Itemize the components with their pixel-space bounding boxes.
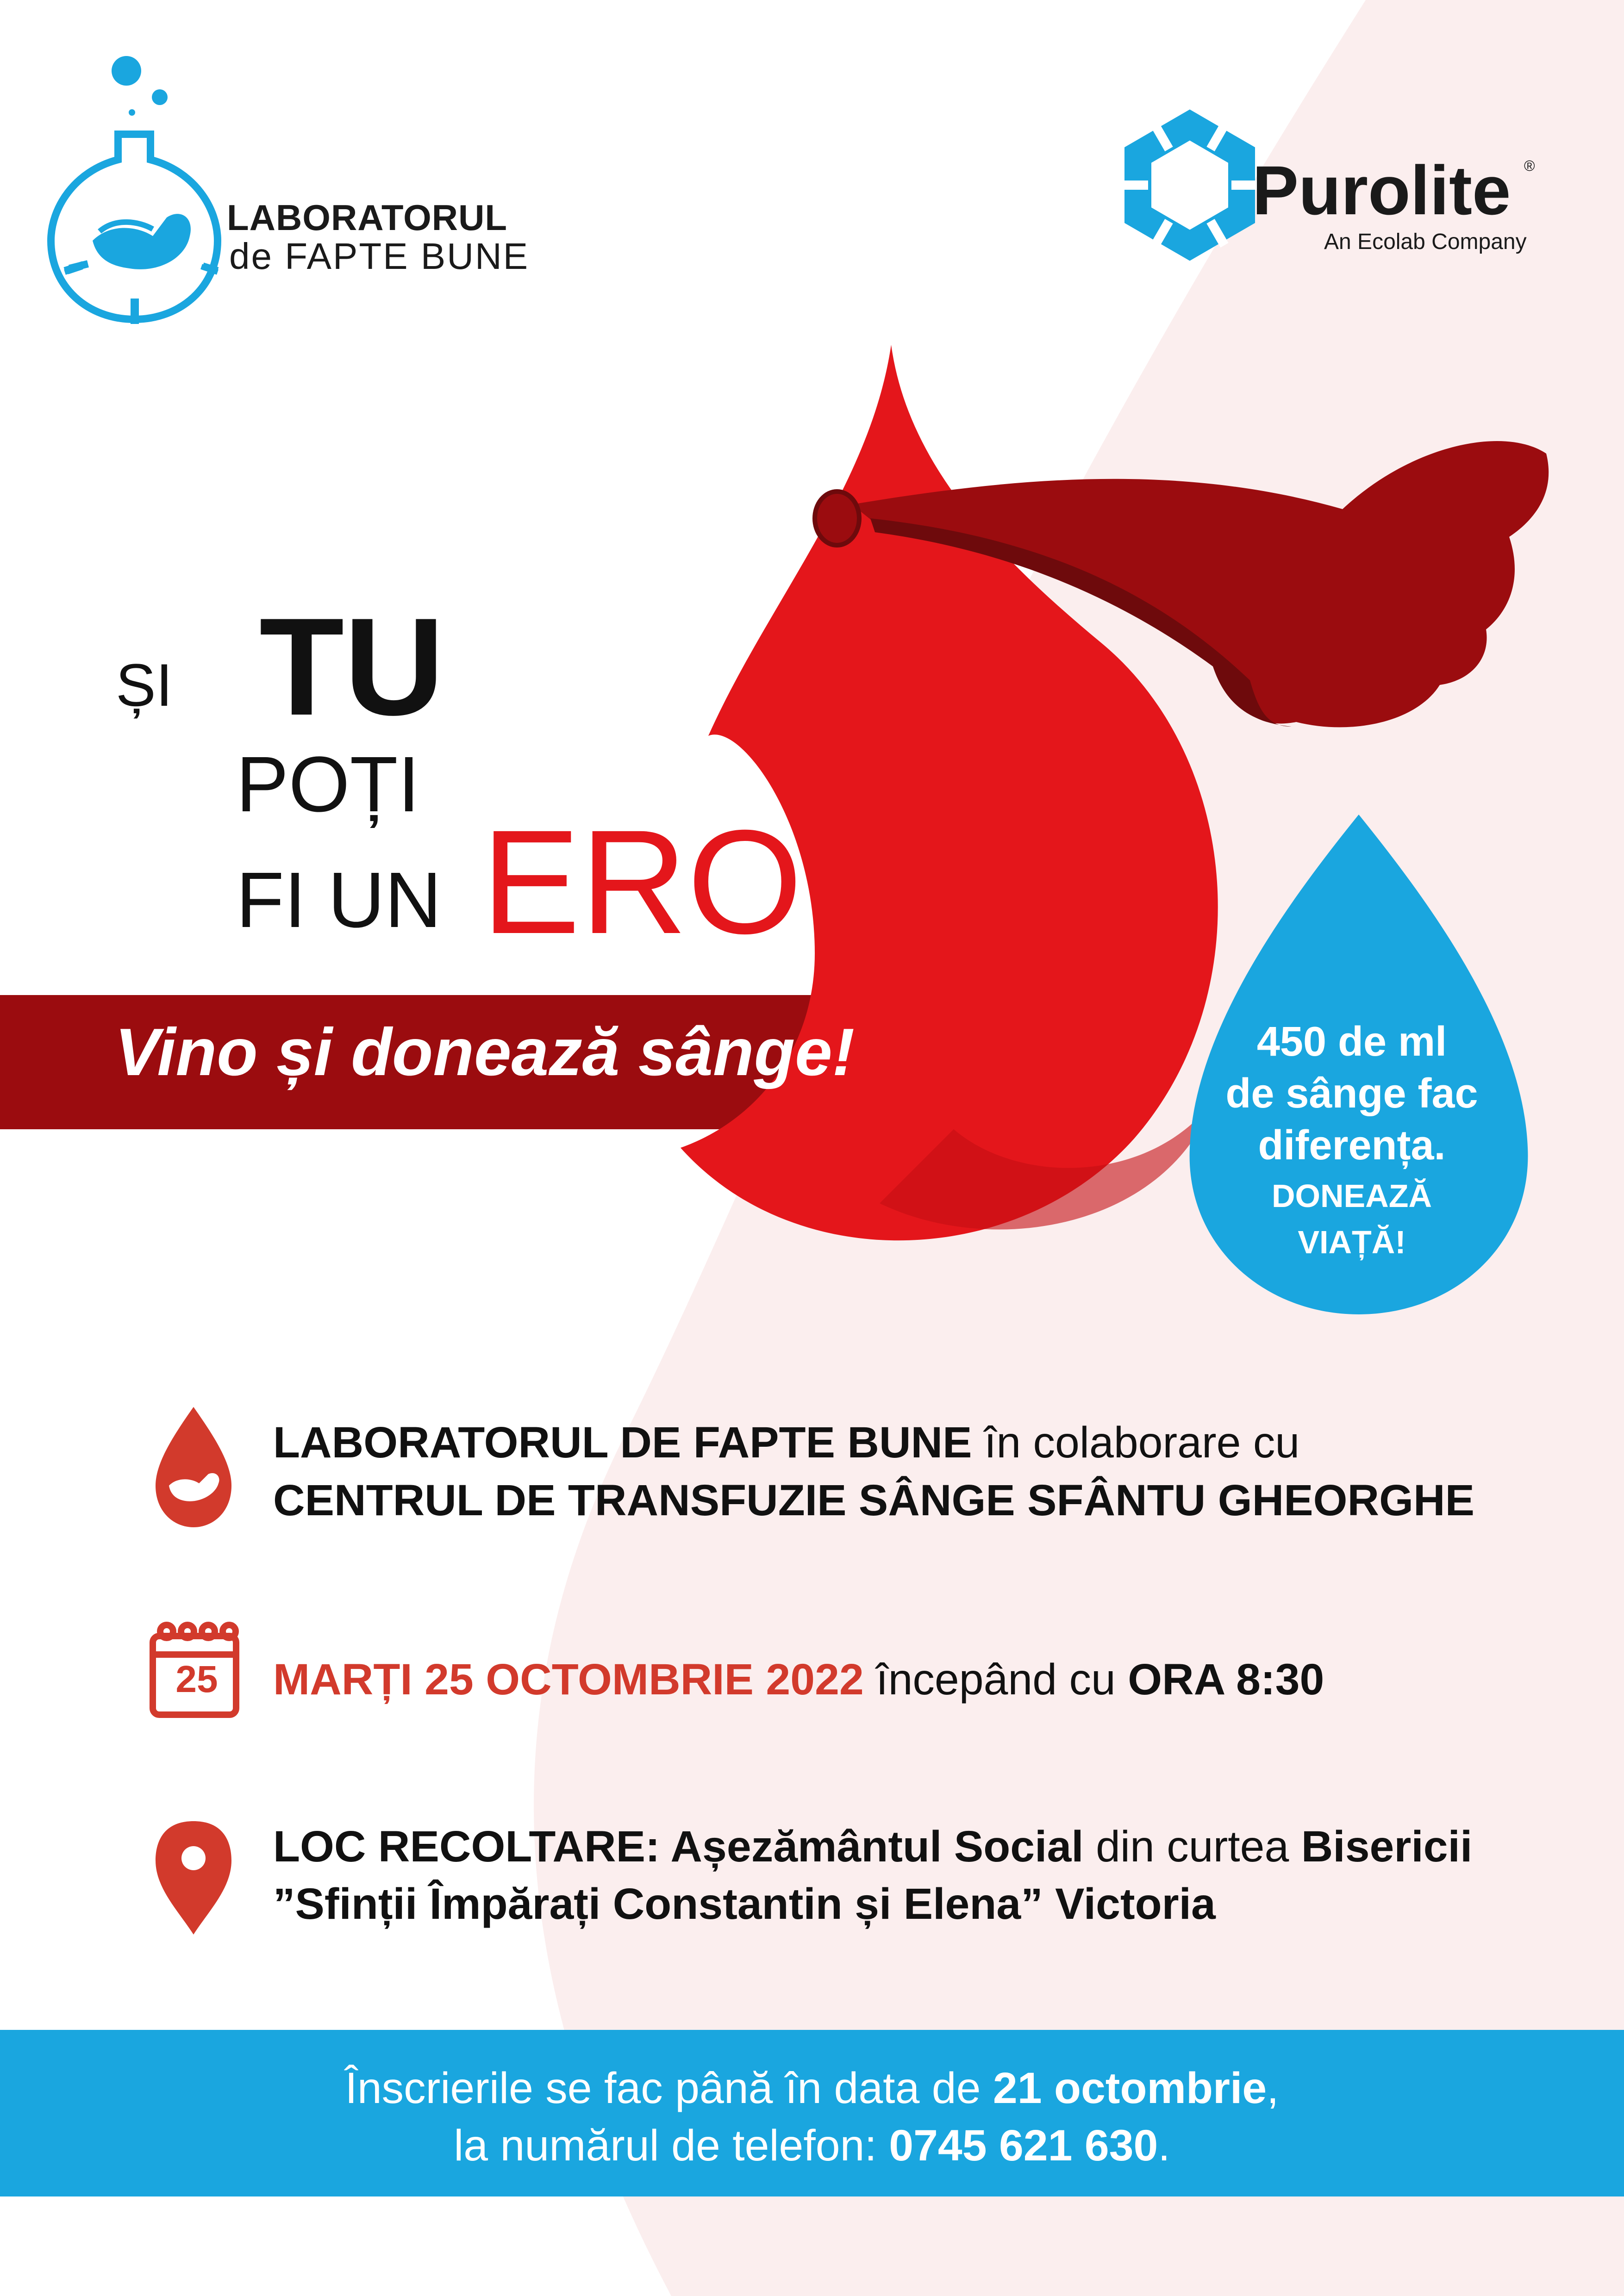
calendar-day: 25 [175,1658,218,1700]
flask-logo-icon [51,56,218,324]
registration-deadline: 21 octombrie [993,2064,1267,2113]
event-time: ORA 8:30 [1128,1655,1324,1704]
drop-line-4: DONEAZĂ [1271,1178,1432,1214]
location-connector: din curtea [1083,1822,1301,1871]
footer-line-2-a: la numărul de telefon: [454,2121,889,2170]
location-label: LOC RECOLTARE: Așezământul Social [273,1822,1084,1871]
location-pin-icon [156,1821,231,1935]
location-line-1 [273,1818,1472,1875]
organizer-collab: în colaborare cu [972,1418,1300,1467]
organizer-name: LABORATORUL DE FAPTE BUNE [273,1418,972,1467]
footer-text [0,2060,1624,2174]
banner-text: Vino și donează sânge! [115,1014,855,1089]
location-line-2: ”Sfinții Împărați Constantin și Elena” Victoria [273,1879,1216,1929]
drop-line-3: diferența. [1258,1122,1446,1169]
purolite-hexagon-icon [1120,123,1259,248]
location-church: Bisericii [1301,1822,1473,1871]
drop-line-5: VIAȚĂ! [1298,1224,1406,1260]
organizer-line-2: CENTRUL DE TRANSFUZIE SÂNGE SFÂNTU GHEORGHE [273,1476,1475,1525]
purolite-registered-mark: ® [1524,157,1535,174]
event-date: MARȚI 25 OCTOMBRIE 2022 [273,1655,864,1704]
purolite-logo-name: Purolite [1252,151,1511,229]
blood-drop-hands-icon [156,1407,231,1527]
headline-tu: TU [259,589,444,744]
flask-hands-icon [93,214,191,269]
lab-logo-line2: de FAPTE BUNE [229,236,530,277]
drop-line-2: de sânge fac [1225,1070,1478,1117]
event-date-connector: începând cu [863,1655,1128,1704]
headline-si: ȘI [116,651,173,719]
headline-fi-un: FI UN [236,856,442,944]
lab-logo-line1: LABORATORUL [227,197,508,238]
footer-line-1 [0,2060,1624,2117]
headline-poti: POȚI [236,740,420,828]
footer-line-1-a: Înscrierile se fac până în data de [345,2064,993,2113]
organizer-line-1 [273,1414,1299,1471]
drop-line-1: 450 de ml [1256,1019,1447,1065]
drop-message [1176,1016,1528,1264]
headline-erou: EROU [481,799,910,964]
phone-number: 0745 621 630 [889,2121,1158,2170]
footer-line-2 [0,2117,1624,2174]
footer-line-2-c: . [1158,2121,1170,2170]
event-date-line [273,1651,1324,1708]
purolite-logo-subtitle: An Ecolab Company [1324,230,1527,254]
footer-line-1-c: , [1267,2064,1279,2113]
